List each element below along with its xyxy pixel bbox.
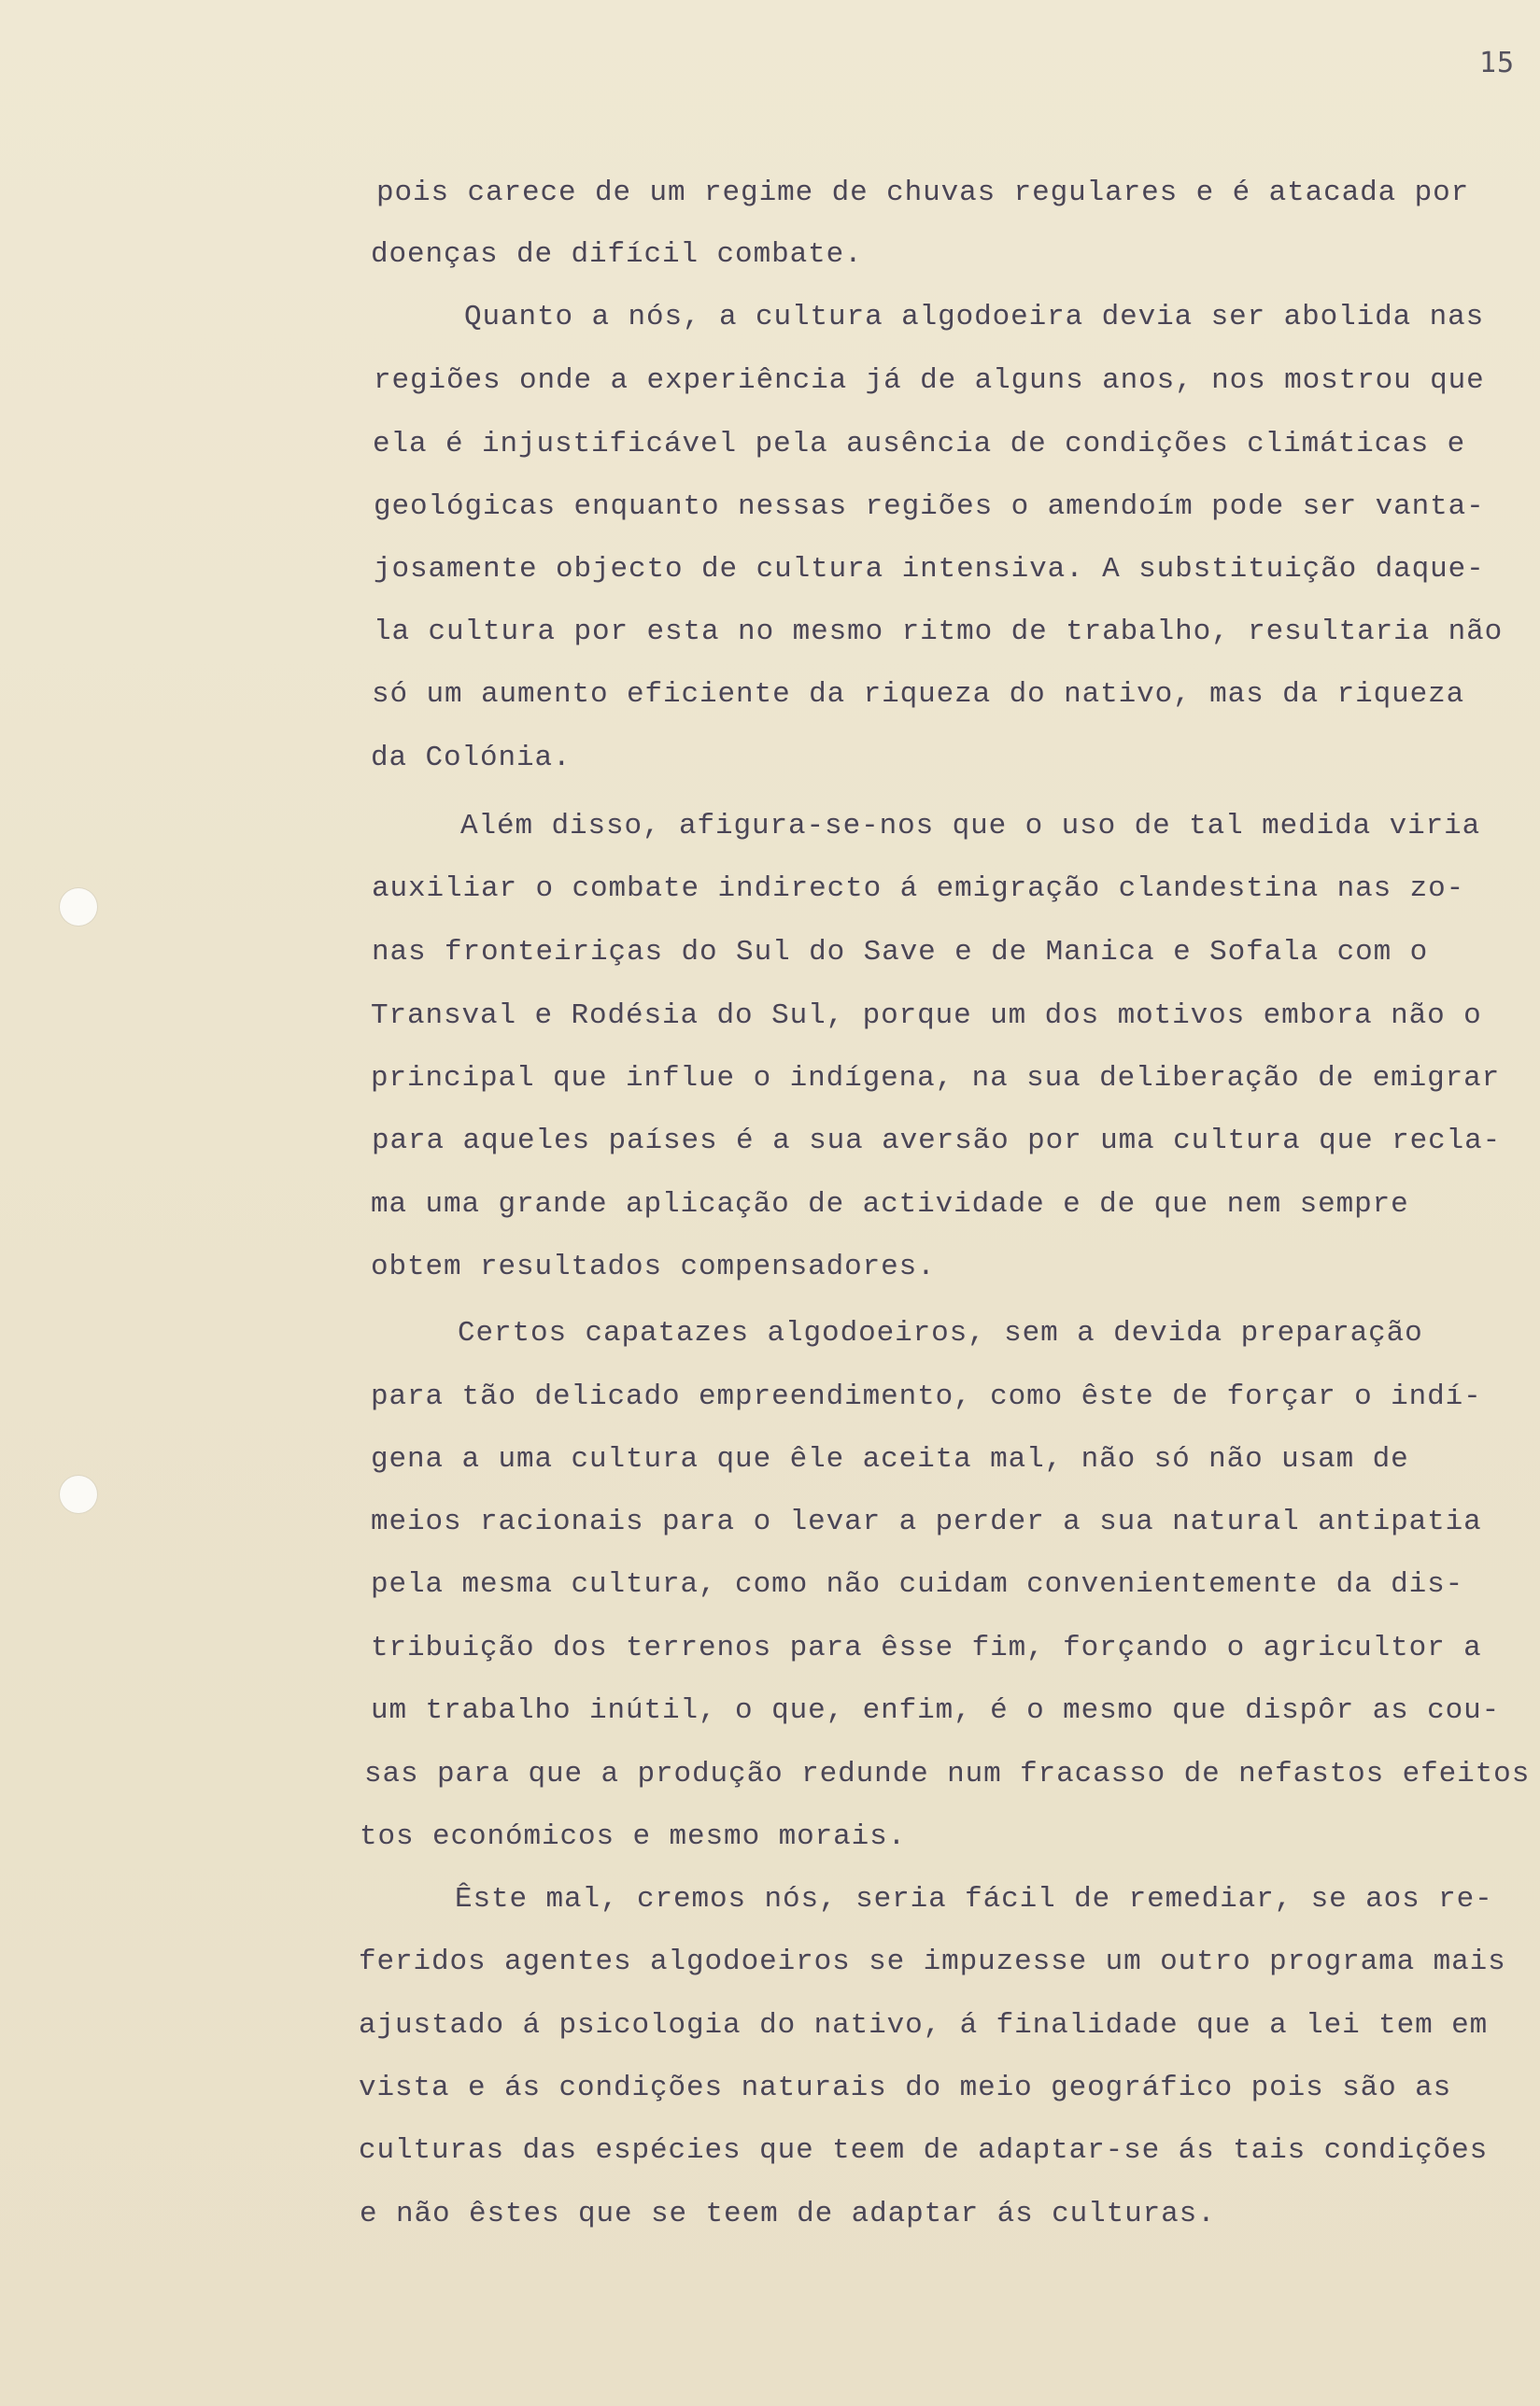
text-line: josamente objecto de cultura intensiva. A substituição daque- (374, 553, 1485, 586)
text-line: Além disso, afigura-se-nos que o uso de tal medida viria (460, 810, 1481, 842)
text-line: culturas das espécies que teem de adaptar-se ás tais condições (359, 2134, 1489, 2167)
text-line: feridos agentes algodoeiros se impuzesse um outro programa mais (359, 1946, 1506, 1978)
text-line: meios racionais para o levar a perder a sua natural antipatia (371, 1506, 1482, 1538)
text-line: auxiliar o combate indirecto á emigração clandestina nas zo- (372, 872, 1465, 905)
text-line: Êste mal, cremos nós, seria fácil de remediar, se aos re- (455, 1883, 1493, 1916)
text-line: gena a uma cultura que êle aceita mal, não só não usam de (371, 1443, 1409, 1476)
text-line: para tão delicado empreendimento, como êste de forçar o indí- (371, 1380, 1482, 1413)
text-line: Quanto a nós, a cultura algodoeira devia ser abolida nas (464, 301, 1485, 333)
punch-hole-top (60, 888, 97, 926)
text-line: sas para que a produção redunde num fracasso de nefastos efeitos (364, 1758, 1531, 1790)
text-line: um trabalho inútil, o que, enfim, é o mesmo que dispôr as cou- (371, 1694, 1501, 1727)
text-line: ma uma grande aplicação de actividade e de que nem sempre (371, 1188, 1409, 1221)
text-line: para aqueles países é a sua aversão por uma cultura que recla- (372, 1125, 1502, 1157)
text-line: da Colónia. (371, 742, 572, 774)
text-line: nas fronteiriças do Sul do Save e de Manica e Sofala com o (372, 936, 1429, 969)
text-line: tos económicos e mesmo morais. (360, 1820, 907, 1853)
text-line: e não êstes que se teem de adaptar ás culturas. (360, 2198, 1216, 2230)
text-line: pois carece de um regime de chuvas regulares e é atacada por (376, 177, 1470, 209)
text-line: Certos capatazes algodoeiros, sem a devida preparação (458, 1317, 1423, 1350)
text-line: obtem resultados compensadores. (371, 1251, 936, 1283)
text-line: Transval e Rodésia do Sul, porque um dos motivos embora não o (371, 999, 1482, 1032)
text-line: regiões onde a experiência já de alguns anos, nos mostrou que (374, 364, 1485, 397)
text-line: doenças de difícil combate. (371, 238, 863, 271)
text-line: tribuição dos terrenos para êsse fim, forçando o agricultor a (371, 1632, 1482, 1664)
text-line: la cultura por esta no mesmo ritmo de trabalho, resultaria não (374, 616, 1504, 648)
text-line: só um aumento eficiente da riqueza do nativo, mas da riqueza (372, 678, 1465, 711)
text-line: ela é injustificável pela ausência de condições climáticas e (373, 428, 1466, 460)
text-line: vista e ás condições naturais do meio geográfico pois são as (359, 2072, 1452, 2104)
text-line: ajustado á psicologia do nativo, á finalidade que a lei tem em (359, 2009, 1489, 2042)
page-number: 15 (1479, 47, 1516, 79)
text-line: geológicas enquanto nessas regiões o amendoím pode ser vanta- (374, 490, 1485, 523)
punch-hole-bottom (60, 1476, 97, 1513)
text-line: pela mesma cultura, como não cuidam convenientemente da dis- (371, 1568, 1464, 1601)
text-line: principal que influe o indígena, na sua deliberação de emigrar (371, 1062, 1501, 1095)
